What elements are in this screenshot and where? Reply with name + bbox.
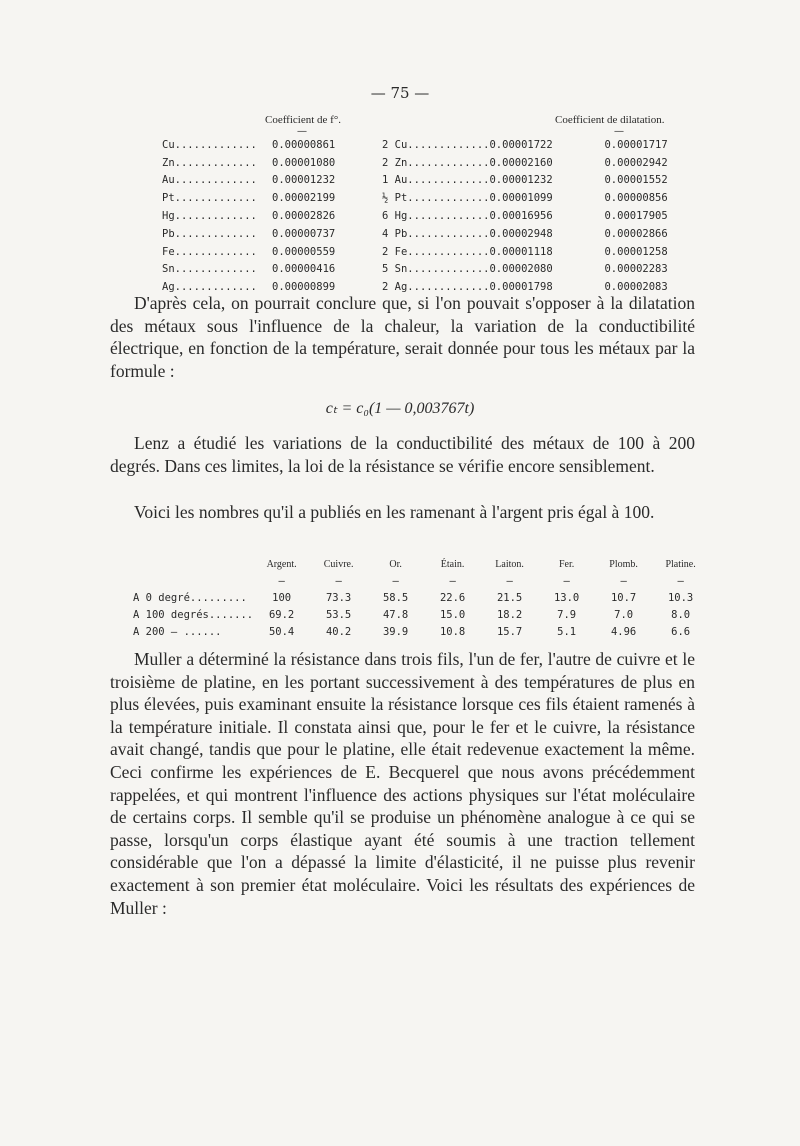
table2-header-dash: — [392,574,399,587]
table2-value: 10.7 [610,591,637,604]
table2-value: 47.8 [382,608,409,621]
atomic-formula: 4 Pb............. [382,227,490,240]
resistance-coefficient: 0.00000737 [272,227,336,240]
table1-header-coefficient: Coefficient de f°. [265,114,341,126]
dilatation-coefficient: 0.00002283 [604,263,668,276]
table2-value: 8.0 [671,608,691,621]
atomic-formula: 2 Zn............. [382,156,490,169]
table2-value: 39.9 [382,625,409,638]
resistance-coefficient: 0.00001080 [272,156,336,169]
table2-column-header: Platine. [665,558,696,570]
atomic-formula: 1 Au............. [382,174,490,187]
atomic-formula: ½ Pt............. [382,192,490,205]
table2-value: 73.3 [325,591,352,604]
resistance-coefficient: 0.00002826 [272,210,336,223]
dilatation-coefficient: 0.00002942 [604,156,668,169]
resistance-coefficient: 0.00000899 [272,281,336,294]
table2-value: 40.2 [325,625,352,638]
metal-symbol: Fe............. [162,245,257,258]
table2-row-label: A 0 degré......... [133,591,247,604]
table2-column-header: Cuivre. [323,558,354,570]
table2-value: 7.0 [614,608,634,621]
table2-value: 6.6 [671,625,691,638]
dilatation-coefficient: 0.00017905 [604,210,668,223]
atomic-formula: 2 Ag............. [382,281,490,294]
table2-value: 4.96 [610,625,637,638]
table2-header-dash: — [335,574,342,587]
product-coefficient: 0.00001722 [489,138,553,151]
metal-symbol: Sn............. [162,263,257,276]
table2-column-header: Or. [389,558,402,570]
table2-value: 58.5 [382,591,409,604]
table2-header-dash: — [620,574,627,587]
product-coefficient: 0.00001118 [489,245,553,258]
dilatation-coefficient: 0.00001717 [604,138,668,151]
table2-value: 53.5 [325,608,352,621]
table2-value: 50.4 [268,625,295,638]
resistance-coefficient: 0.00002199 [272,192,336,205]
resistance-coefficient: 0.00000559 [272,245,336,258]
product-coefficient: 0.00002948 [489,227,553,240]
table2-header-dash: — [506,574,513,587]
table2-row [133,623,709,640]
table2-header-dash: — [278,574,285,587]
metal-symbol: Au............. [162,174,257,187]
dilatation-coefficient: 0.00002866 [604,227,668,240]
metal-symbol: Cu............. [162,138,257,151]
table2-header-dash: — [677,574,684,587]
metal-symbol: Pb............. [162,227,257,240]
table2-header-dash: — [563,574,570,587]
table2-value: 21.5 [496,591,523,604]
product-coefficient: 0.00002160 [489,156,553,169]
atomic-formula: 5 Sn............. [382,263,490,276]
table1-row [162,225,668,243]
product-coefficient: 0.00001099 [489,192,553,205]
table2-row-label: A 200 — ...... [133,625,222,638]
table1-row [162,172,668,190]
table2-row [133,589,709,606]
resistance-coefficient: 0.00001232 [272,174,336,187]
table2-row [133,606,709,623]
table2-value: 10.8 [439,625,466,638]
atomic-formula: 2 Cu............. [382,138,490,151]
dilatation-coefficient: 0.00000856 [604,192,668,205]
table1-header-dash-right: — [614,126,624,137]
table2-column-header: Argent. [266,558,297,570]
dilatation-coefficient: 0.00001258 [604,245,668,258]
atomic-formula: 6 Hg............. [382,210,490,223]
paragraph-muller: Muller a déterminé la résistance dans trois fils, l'un de fer, l'autre de cuivre et le troisième de platine, en les portant successivement à des températures de plus en plus élevées, puis examinant ensuite la résistance lorsque ces fils étaient ramenés à la température initiale. Il constata ainsi que, pour le fer et le cuivre, la résistance avait changé, tandis que pour le platine, elle était redevenue exactement la même. Ceci confirme les expériences de E. Becquerel que nous avons précédemment rappelées, et qui montrent l'influence des actions physiques sur l'état moléculaire de certains corps. Il semble qu'il se produise un phénomène analogue à ce qui se passe, lorsqu'un corps élastique ayant été soumis à une traction tellement considérable que l'on a dépassé la limite d'élasticité, il ne puisse plus revenir exactement à son premier état moléculaire. Voici les résultats des expériences de Muller : [110,649,695,918]
conductivity-formula: cₜ = c₀(1 — 0,003767t) [325,400,475,417]
table1-row [162,243,668,261]
table2-column-header: Plomb. [609,558,638,570]
metal-symbol: Zn............. [162,156,257,169]
metal-coefficient-table [162,136,668,296]
product-coefficient: 0.00002080 [489,263,553,276]
metal-symbol: Pt............. [162,192,257,205]
table2-value: 13.0 [553,591,580,604]
table2-value: 7.9 [557,608,577,621]
metal-symbol: Hg............. [162,210,257,223]
table2-header-dash: — [449,574,456,587]
atomic-formula: 2 Fe............. [382,245,490,258]
metal-symbol: Ag............. [162,281,257,294]
lenz-results-table [133,556,709,640]
table2-value: 15.7 [496,625,523,638]
table2-value: 18.2 [496,608,523,621]
table2-column-header: Fer. [558,558,575,570]
paragraph-lenz-numbers: Voici les nombres qu'il a publiés en les ramenant à l'argent pris égal à 100. [134,502,655,522]
table2-corner-dash [133,572,253,589]
table2-column-header: Étain. [440,558,465,570]
dilatation-coefficient: 0.00002083 [604,281,668,294]
table2-value: 10.3 [667,591,694,604]
product-coefficient: 0.00001232 [489,174,553,187]
product-coefficient: 0.00016956 [489,210,553,223]
table1-row [162,136,668,154]
dilatation-coefficient: 0.00001552 [604,174,668,187]
table2-column-header: Laiton. [495,558,524,570]
table2-row-label: A 100 degrés....... [133,608,254,621]
table2-value: 5.1 [557,625,577,638]
resistance-coefficient: 0.00000861 [272,138,336,151]
table2-value: 22.6 [439,591,466,604]
resistance-coefficient: 0.00000416 [272,263,336,276]
table2-value: 69.2 [268,608,295,621]
table2-value: 15.0 [439,608,466,621]
table1-header-dash-left: — [297,126,307,137]
table2-corner [133,556,253,572]
paragraph-dilatation: D'après cela, on pourrait conclure que, si l'on pouvait s'opposer à la dilatation des métaux sous l'influence de la chaleur, la variation de la conductibilité électrique, en fonction de la température, serait donnée pour tous les métaux par la formule : [110,293,695,381]
product-coefficient: 0.00001798 [489,281,553,294]
table1-header-dilatation: Coefficient de dilatation. [555,114,665,126]
table1-row [162,261,668,279]
page-number: — 75 — [370,84,430,102]
table1-row [162,189,668,207]
paragraph-lenz: Lenz a étudié les variations de la conductibilité des métaux de 100 à 200 degrés. Dans ces limites, la loi de la résistance se vérifie encore sensiblement. [110,433,695,476]
table1-row [162,154,668,172]
table2-value: 100 [272,591,292,604]
table1-row [162,207,668,225]
